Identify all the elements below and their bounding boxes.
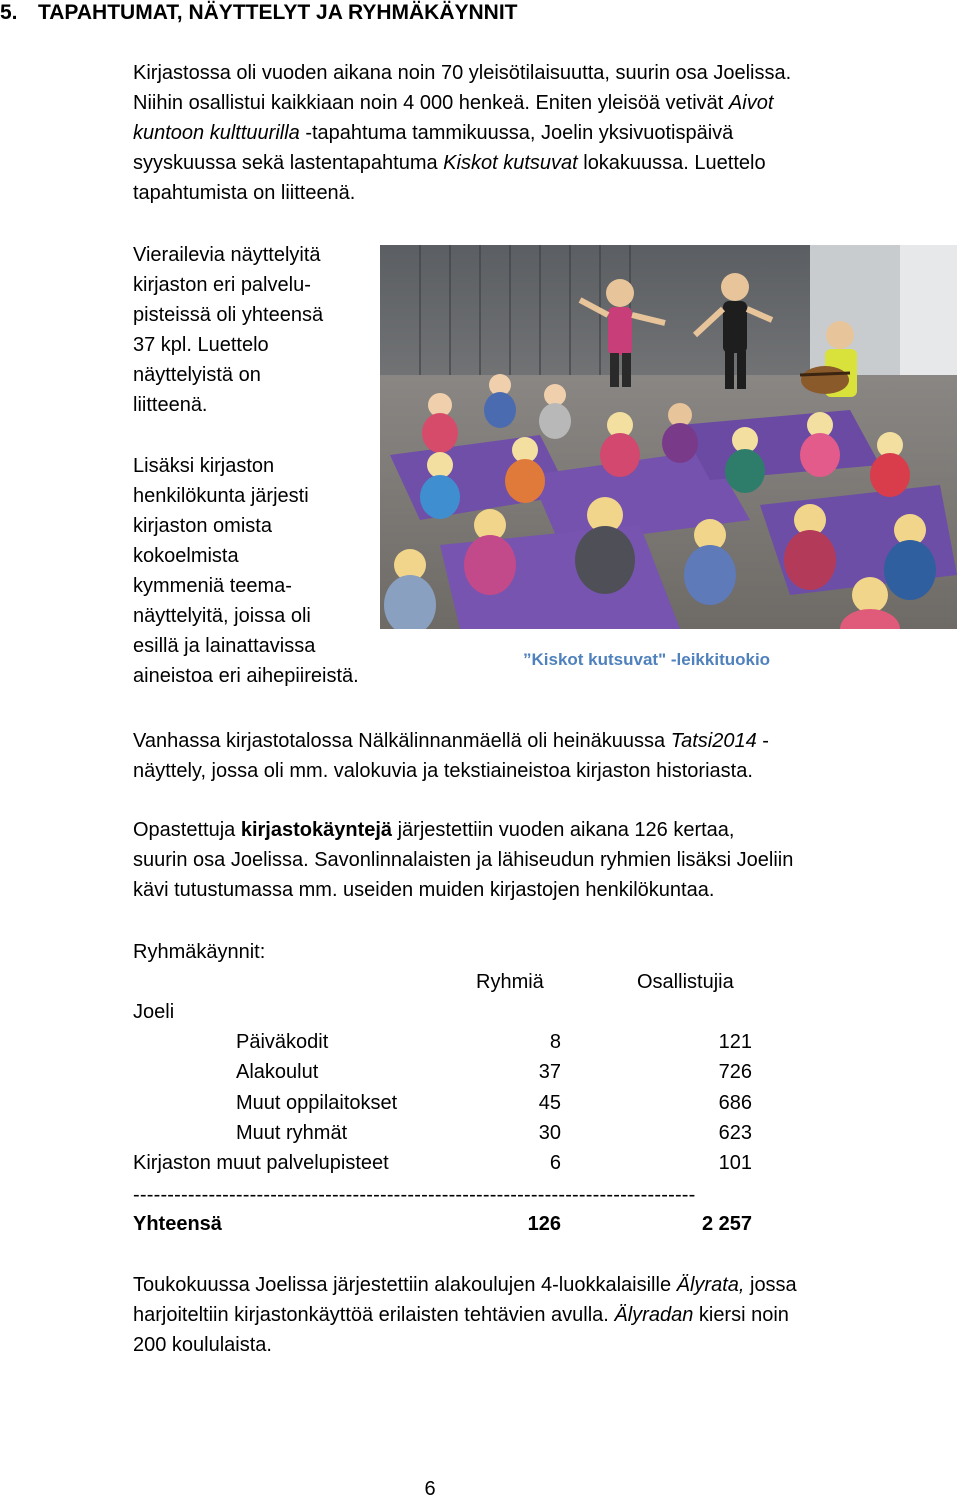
italic-title: Tatsi2014 — [670, 730, 757, 752]
text-span: Niihin osallistui kaikkiaan noin 4 000 henkeä. Eniten yleisöä vetivät — [133, 92, 729, 114]
text-line — [133, 118, 733, 148]
row-groups: 8 — [549, 1031, 561, 1053]
text-line: näyttelyitä, joissa oli — [133, 605, 311, 627]
photo-caption: ”Kiskot kutsuvat" -leikkituokio — [523, 650, 771, 669]
row-label: Päiväkodit — [236, 1031, 329, 1053]
text-line — [133, 88, 773, 118]
text-line: näyttely, jossa oli mm. valokuvia ja tekstiaineistoa kirjaston historiasta. — [133, 760, 753, 782]
text-line: Kirjastossa oli vuoden aikana noin 70 yleisötilaisuutta, suurin osa Joelissa. — [133, 62, 792, 84]
table-title: Ryhmäkäynnit: — [133, 941, 266, 963]
text-span: lokakuussa. Luettelo — [577, 152, 766, 174]
text-span: - — [756, 730, 769, 752]
text-line: henkilökunta järjesti — [133, 485, 309, 507]
text-line: aineistoa eri aihepiireistä. — [133, 665, 359, 687]
column-header-groups: Ryhmiä — [476, 971, 544, 993]
italic-title: kuntoon kulttuurilla — [133, 122, 300, 144]
text-span: Vanhassa kirjastotalossa Nälkälinnanmäellä oli heinäkuussa — [133, 730, 671, 752]
text-line: kirjaston omista — [133, 515, 272, 537]
text-line: 200 koululaista. — [133, 1334, 272, 1356]
text-line — [133, 1270, 797, 1300]
photo-illustration — [380, 245, 957, 629]
row-label: Alakoulut — [236, 1061, 319, 1083]
row-participants: 121 — [718, 1031, 752, 1053]
group-label: Joeli — [133, 1001, 175, 1023]
row-groups: 30 — [538, 1122, 561, 1144]
italic-title: Älyrata, — [676, 1274, 745, 1296]
text-line: Vierailevia näyttelyitä — [133, 244, 321, 266]
text-line — [133, 148, 766, 178]
page-number: 6 — [424, 1478, 436, 1500]
italic-title: Aivot — [728, 92, 774, 114]
table-divider: ---------------------------------------------------------------------------------- — [133, 1184, 696, 1206]
text-span: harjoiteltiin kirjastonkäyttöä erilaisten tehtävien avulla. — [133, 1304, 615, 1326]
row-groups: 6 — [549, 1152, 561, 1174]
text-span: -tapahtuma tammikuussa, Joelin yksivuotispäivä — [299, 122, 734, 144]
total-label: Yhteensä — [133, 1213, 222, 1235]
bold-term: kirjastokäyntejä — [240, 819, 393, 841]
row-label: Muut ryhmät — [236, 1122, 348, 1144]
section-title: TAPAHTUMAT, NÄYTTELYT JA RYHMÄKÄYNNIT — [38, 1, 518, 24]
section-number: 5. — [0, 1, 18, 24]
text-line — [133, 1300, 789, 1330]
total-participants: 2 257 — [701, 1213, 752, 1235]
text-line: pisteissä oli yhteensä — [133, 304, 324, 326]
text-span: syyskuussa sekä lastentapahtuma — [133, 152, 444, 174]
text-span: järjestettiin vuoden aikana 126 kertaa, — [392, 819, 735, 841]
text-line: kymmeniä teema- — [133, 575, 292, 597]
row-participants: 726 — [718, 1061, 752, 1083]
text-line: tapahtumista on liitteenä. — [133, 182, 356, 204]
row-participants: 686 — [718, 1092, 752, 1114]
text-line — [133, 726, 769, 756]
text-span: kiersi noin — [693, 1304, 789, 1326]
text-line: suurin osa Joelissa. Savonlinnalaisten ja lähiseudun ryhmien lisäksi Joeliin — [133, 849, 794, 871]
text-line — [133, 815, 735, 845]
row-groups: 45 — [538, 1092, 561, 1114]
text-line: kävi tutustumassa mm. useiden muiden kirjastojen henkilökuntaa. — [133, 879, 715, 901]
text-line: esillä ja lainattavissa — [133, 635, 316, 657]
event-photo — [380, 245, 957, 629]
total-groups: 126 — [527, 1213, 561, 1235]
text-span: Opastettuja — [133, 819, 241, 841]
row-groups: 37 — [538, 1061, 561, 1083]
text-line: Lisäksi kirjaston — [133, 455, 275, 477]
column-header-participants: Osallistujia — [637, 971, 734, 993]
text-span: jossa — [744, 1274, 797, 1296]
text-line: kokoelmista — [133, 545, 239, 567]
italic-title: Älyradan — [614, 1304, 694, 1326]
text-line: näyttelyistä on — [133, 364, 261, 386]
row-participants: 101 — [718, 1152, 752, 1174]
italic-title: Kiskot kutsuvat — [443, 152, 578, 174]
text-line: kirjaston eri palvelu- — [133, 274, 311, 296]
section-heading — [0, 0, 518, 26]
row-label: Muut oppilaitokset — [236, 1092, 398, 1114]
row-label: Kirjaston muut palvelupisteet — [133, 1152, 389, 1174]
text-span: Toukokuussa Joelissa järjestettiin alakoulujen 4-luokkalaisille — [133, 1274, 677, 1296]
text-line: 37 kpl. Luettelo — [133, 334, 269, 356]
text-line: liitteenä. — [133, 394, 208, 416]
row-participants: 623 — [718, 1122, 752, 1144]
